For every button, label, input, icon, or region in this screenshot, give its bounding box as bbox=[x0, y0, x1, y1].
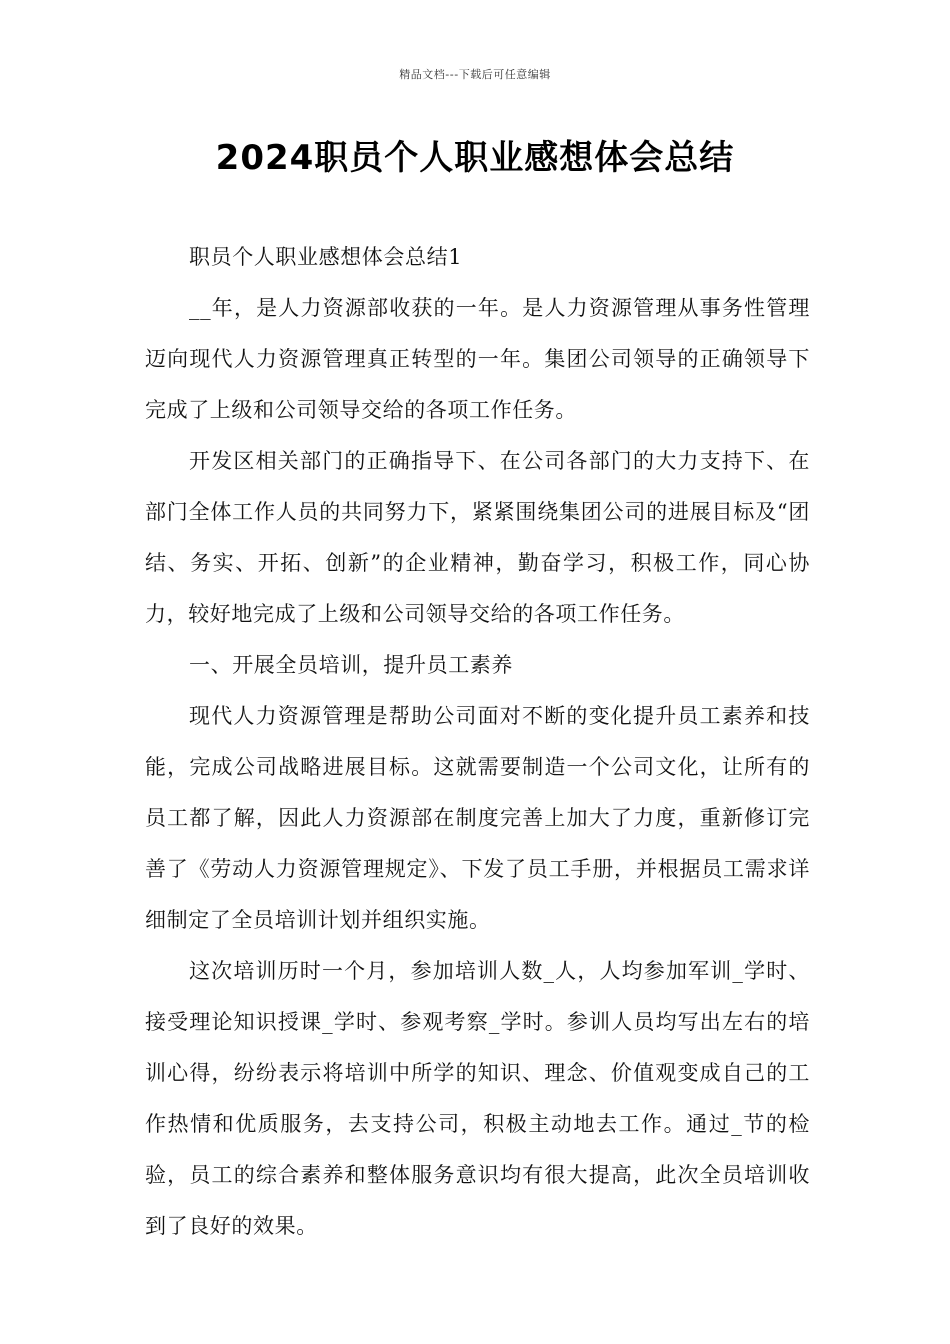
body-paragraph: 这次培训历时一个月，参加培训人数_人，人均参加军训_学时、接受理论知识授课_学时、参观考察_学时。参训人员均写出左右的培训心得，纷纷表示将培训中所学的知识、理念、价值观变成自己的工作热情和优质服务，去支持公司，积极主动地去工作。通过_节的检验，员工的综合素养和整体服务意识均有很大提高，此次全员培训收到了良好的效果。 bbox=[145, 959, 810, 1238]
body-paragraph: 现代人力资源管理是帮助公司面对不断的变化提升员工素养和技能，完成公司战略进展目标。这就需要制造一个公司文化，让所有的员工都了解，因此人力资源部在制度完善上加大了力度，重新修订完善了《劳动人力资源管理规定》、下发了员工手册，并根据员工需求详细制定了全员培训计划并组织实施。 bbox=[145, 704, 810, 932]
section-subtitle: 职员个人职业感想体会总结1 bbox=[189, 245, 463, 269]
body-paragraph: __年，是人力资源部收获的一年。是人力资源管理从事务性管理迈向现代人力资源管理真正转型的一年。集团公司领导的正确领导下完成了上级和公司领导交给的各项工作任务。 bbox=[145, 296, 810, 422]
section-heading: 一、开展全员培训，提升员工素养 bbox=[189, 653, 513, 677]
body-paragraph: 开发区相关部门的正确指导下、在公司各部门的大力支持下、在部门全体工作人员的共同努力下，紧紧围绕集团公司的进展目标及“团结、务实、开拓、创新”的企业精神，勤奋学习，积极工作，同心协力，较好地完成了上级和公司领导交给的各项工作任务。 bbox=[145, 449, 810, 626]
document-body bbox=[145, 232, 810, 1252]
header-note: 精品文档---下载后可任意编辑 bbox=[399, 68, 551, 81]
document-title: 2024职员个人职业感想体会总结 bbox=[215, 138, 735, 178]
